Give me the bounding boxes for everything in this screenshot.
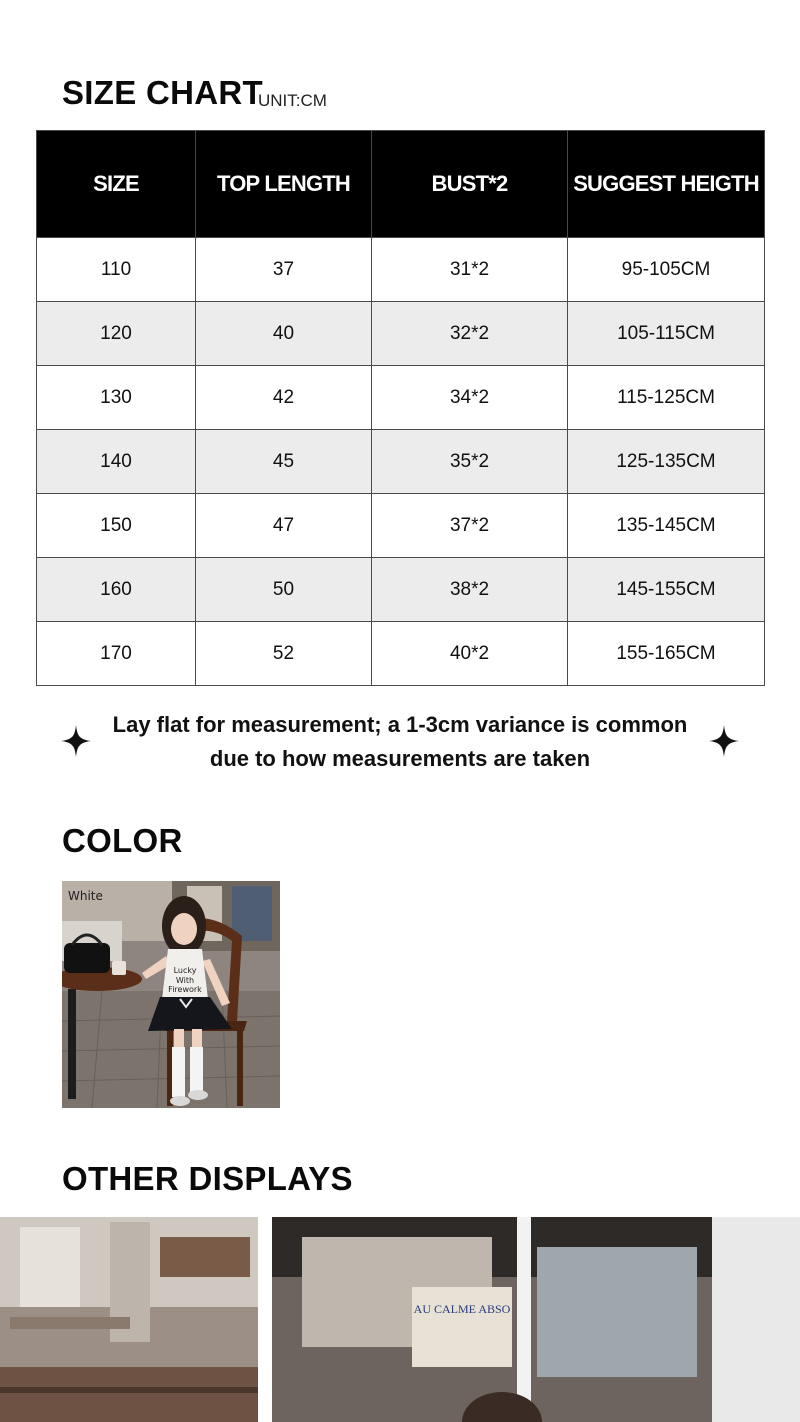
cell-bust: 35*2 (372, 430, 568, 494)
shop-sign-text: AU CALME ABSO (413, 1302, 511, 1316)
cell-bust: 32*2 (372, 302, 568, 366)
table-row (37, 558, 765, 622)
svg-text:Firework: Firework (168, 985, 202, 994)
display-photo (272, 1217, 800, 1422)
cell-bust: 34*2 (372, 366, 568, 430)
cell-bust: 38*2 (372, 558, 568, 622)
cell-height: 135-145CM (568, 494, 765, 558)
unit-label: UNIT:CM (258, 91, 327, 110)
table-header-row (37, 131, 765, 238)
other-displays-title: OTHER DISPLAYS (62, 1160, 353, 1197)
sparkle-icon (709, 725, 739, 757)
svg-text:With: With (175, 976, 195, 985)
cell-size: 120 (37, 302, 196, 366)
display-divider (258, 1217, 272, 1422)
cell-size: 160 (37, 558, 196, 622)
color-section-title: COLOR (62, 822, 183, 859)
cell-top-length: 50 (196, 558, 372, 622)
color-swatch-white[interactable] (62, 881, 280, 1108)
cell-height: 115-125CM (568, 366, 765, 430)
cell-bust: 40*2 (372, 622, 568, 686)
note-line-1: Lay flat for measurement; a 1-3cm variance is common (112, 712, 688, 737)
cell-size: 130 (37, 366, 196, 430)
header-suggest-height: SUGGEST HEIGTH (568, 131, 765, 238)
cell-height: 145-155CM (568, 558, 765, 622)
table-row (37, 430, 765, 494)
sparkle-icon (61, 725, 91, 757)
display-photo (0, 1217, 258, 1422)
size-chart-table (36, 130, 765, 686)
cell-size: 170 (37, 622, 196, 686)
cell-top-length: 47 (196, 494, 372, 558)
table-row (37, 622, 765, 686)
header-size: SIZE (37, 131, 196, 238)
measurement-note (100, 708, 700, 776)
cell-top-length: 37 (196, 238, 372, 302)
header-bust: BUST*2 (372, 131, 568, 238)
header-top-length: TOP LENGTH (196, 131, 372, 238)
cell-bust: 31*2 (372, 238, 568, 302)
svg-text:Lucky: Lucky (173, 966, 197, 975)
cell-height: 95-105CM (568, 238, 765, 302)
table-row (37, 366, 765, 430)
cell-height: 105-115CM (568, 302, 765, 366)
cell-size: 140 (37, 430, 196, 494)
cell-top-length: 52 (196, 622, 372, 686)
cell-size: 150 (37, 494, 196, 558)
cell-top-length: 45 (196, 430, 372, 494)
product-photo (62, 881, 280, 1108)
table-row (37, 238, 765, 302)
table-row (37, 302, 765, 366)
cell-top-length: 42 (196, 366, 372, 430)
swatch-label: White (68, 889, 103, 903)
table-row (37, 494, 765, 558)
cell-height: 155-165CM (568, 622, 765, 686)
size-chart-title: SIZE CHART (62, 74, 263, 111)
cell-bust: 37*2 (372, 494, 568, 558)
cell-height: 125-135CM (568, 430, 765, 494)
note-line-2: due to how measurements are taken (209, 746, 591, 771)
cell-size: 110 (37, 238, 196, 302)
cell-top-length: 40 (196, 302, 372, 366)
